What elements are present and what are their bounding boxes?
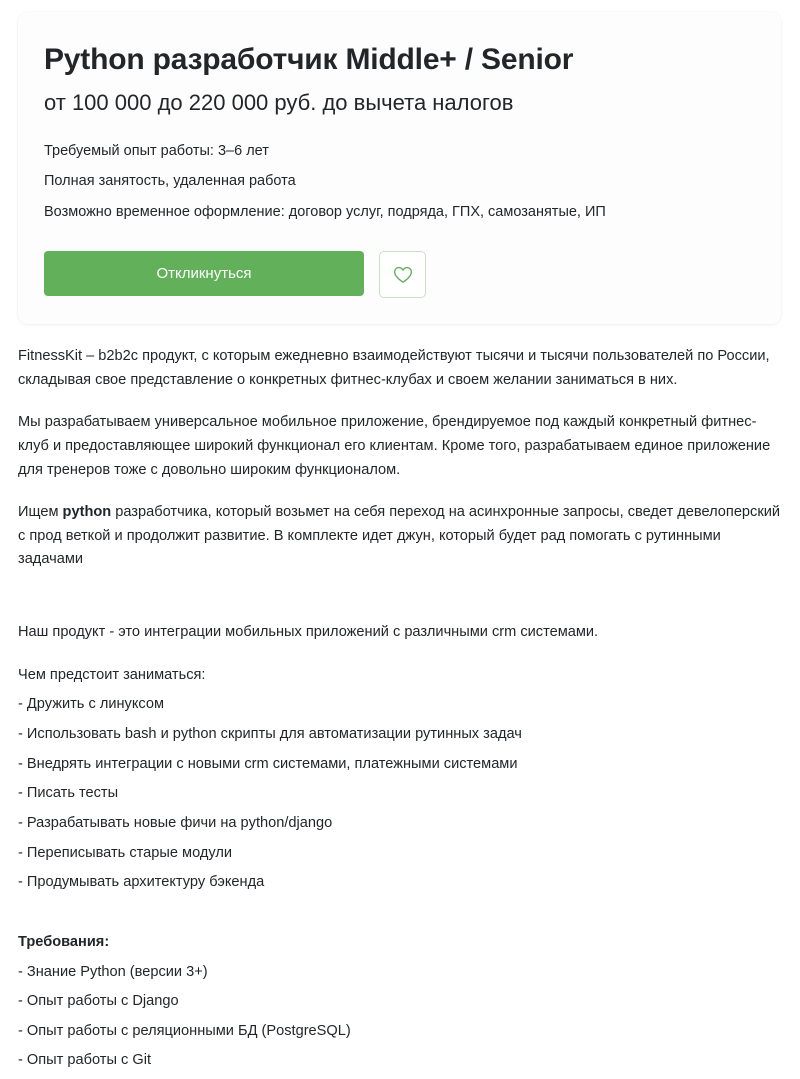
description-paragraph-4: Наш продукт - это интеграции мобильных приложений с различными crm системами. <box>18 624 599 641</box>
paragraph-3-bold-keyword: python <box>62 504 112 521</box>
meta-contract: Возможно временное оформление: договор услуг, подряда, ГПХ, самозанятые, ИП <box>44 203 606 220</box>
description-paragraph-1: FitnessKit – b2b2c продукт, с которым ежедневно взаимодействуют тысячи и тысячи пользователей по России, складывая свое представление о конкретных фитнес-клубах и своем желании заниматься в них. <box>18 348 770 388</box>
requirements-block <box>18 931 782 1073</box>
description-spacer-1 <box>18 591 782 621</box>
vacancy-description <box>18 345 782 1079</box>
paragraph-3-prefix: Ищем <box>18 504 63 521</box>
tasks-heading: Чем предстоит заниматься: <box>18 666 206 683</box>
list-item: - Писать тесты <box>18 785 119 802</box>
list-item: - Переписывать старые модули <box>18 844 233 861</box>
paragraph-3-suffix: разработчика, который возьмет на себя переход на асинхронные запросы, сведет девелоперский с прод веткой и продолжит развитие. В комплекте идет джун, который будет рад помогать с рутинными задачами <box>18 504 781 568</box>
description-paragraph-3 <box>18 501 782 572</box>
list-item: - Знание Python (версии 3+) <box>18 963 208 980</box>
favorite-button[interactable] <box>379 251 426 298</box>
list-item: - Продумывать архитектуру бэкенда <box>18 874 265 891</box>
vacancy-header-card <box>18 12 781 324</box>
apply-button[interactable]: Откликнуться <box>44 251 364 296</box>
list-item: - Разрабатывать новые фичи на python/django <box>18 814 333 831</box>
list-item: - Опыт работы с Git <box>18 1052 152 1069</box>
list-item: - Использовать bash и python скрипты для автоматизации рутинных задач <box>18 726 522 743</box>
description-paragraph-2: Мы разрабатываем универсальное мобильное приложение, брендируемое под каждый конкретный фитнес-клуб и предоставляющее широкий функционал его клиентам. Кроме того, разрабатываем единое приложение для тренеров тоже с довольно широким функционалом. <box>18 414 771 478</box>
tasks-block <box>18 664 782 895</box>
list-item: - Опыт работы с реляционными БД (PostgreSQL) <box>18 1022 351 1039</box>
meta-employment: Полная занятость, удаленная работа <box>44 173 296 190</box>
vacancy-meta-list <box>44 140 755 223</box>
meta-experience: Требуемый опыт работы: 3–6 лет <box>44 142 269 159</box>
list-item: - Дружить с линуксом <box>18 696 165 713</box>
list-item: - Внедрять интеграции с новыми crm системами, платежными системами <box>18 755 518 772</box>
description-spacer-2 <box>18 901 782 931</box>
vacancy-actions <box>44 251 755 298</box>
requirements-heading: Требования: <box>18 933 110 950</box>
heart-outline-icon <box>393 266 413 284</box>
salary-range: от 100 000 до 220 000 руб. до вычета налогов <box>44 90 514 116</box>
page-title: Python разработчик Middle+ / Senior <box>44 43 574 76</box>
list-item: - Опыт работы с Django <box>18 993 179 1010</box>
